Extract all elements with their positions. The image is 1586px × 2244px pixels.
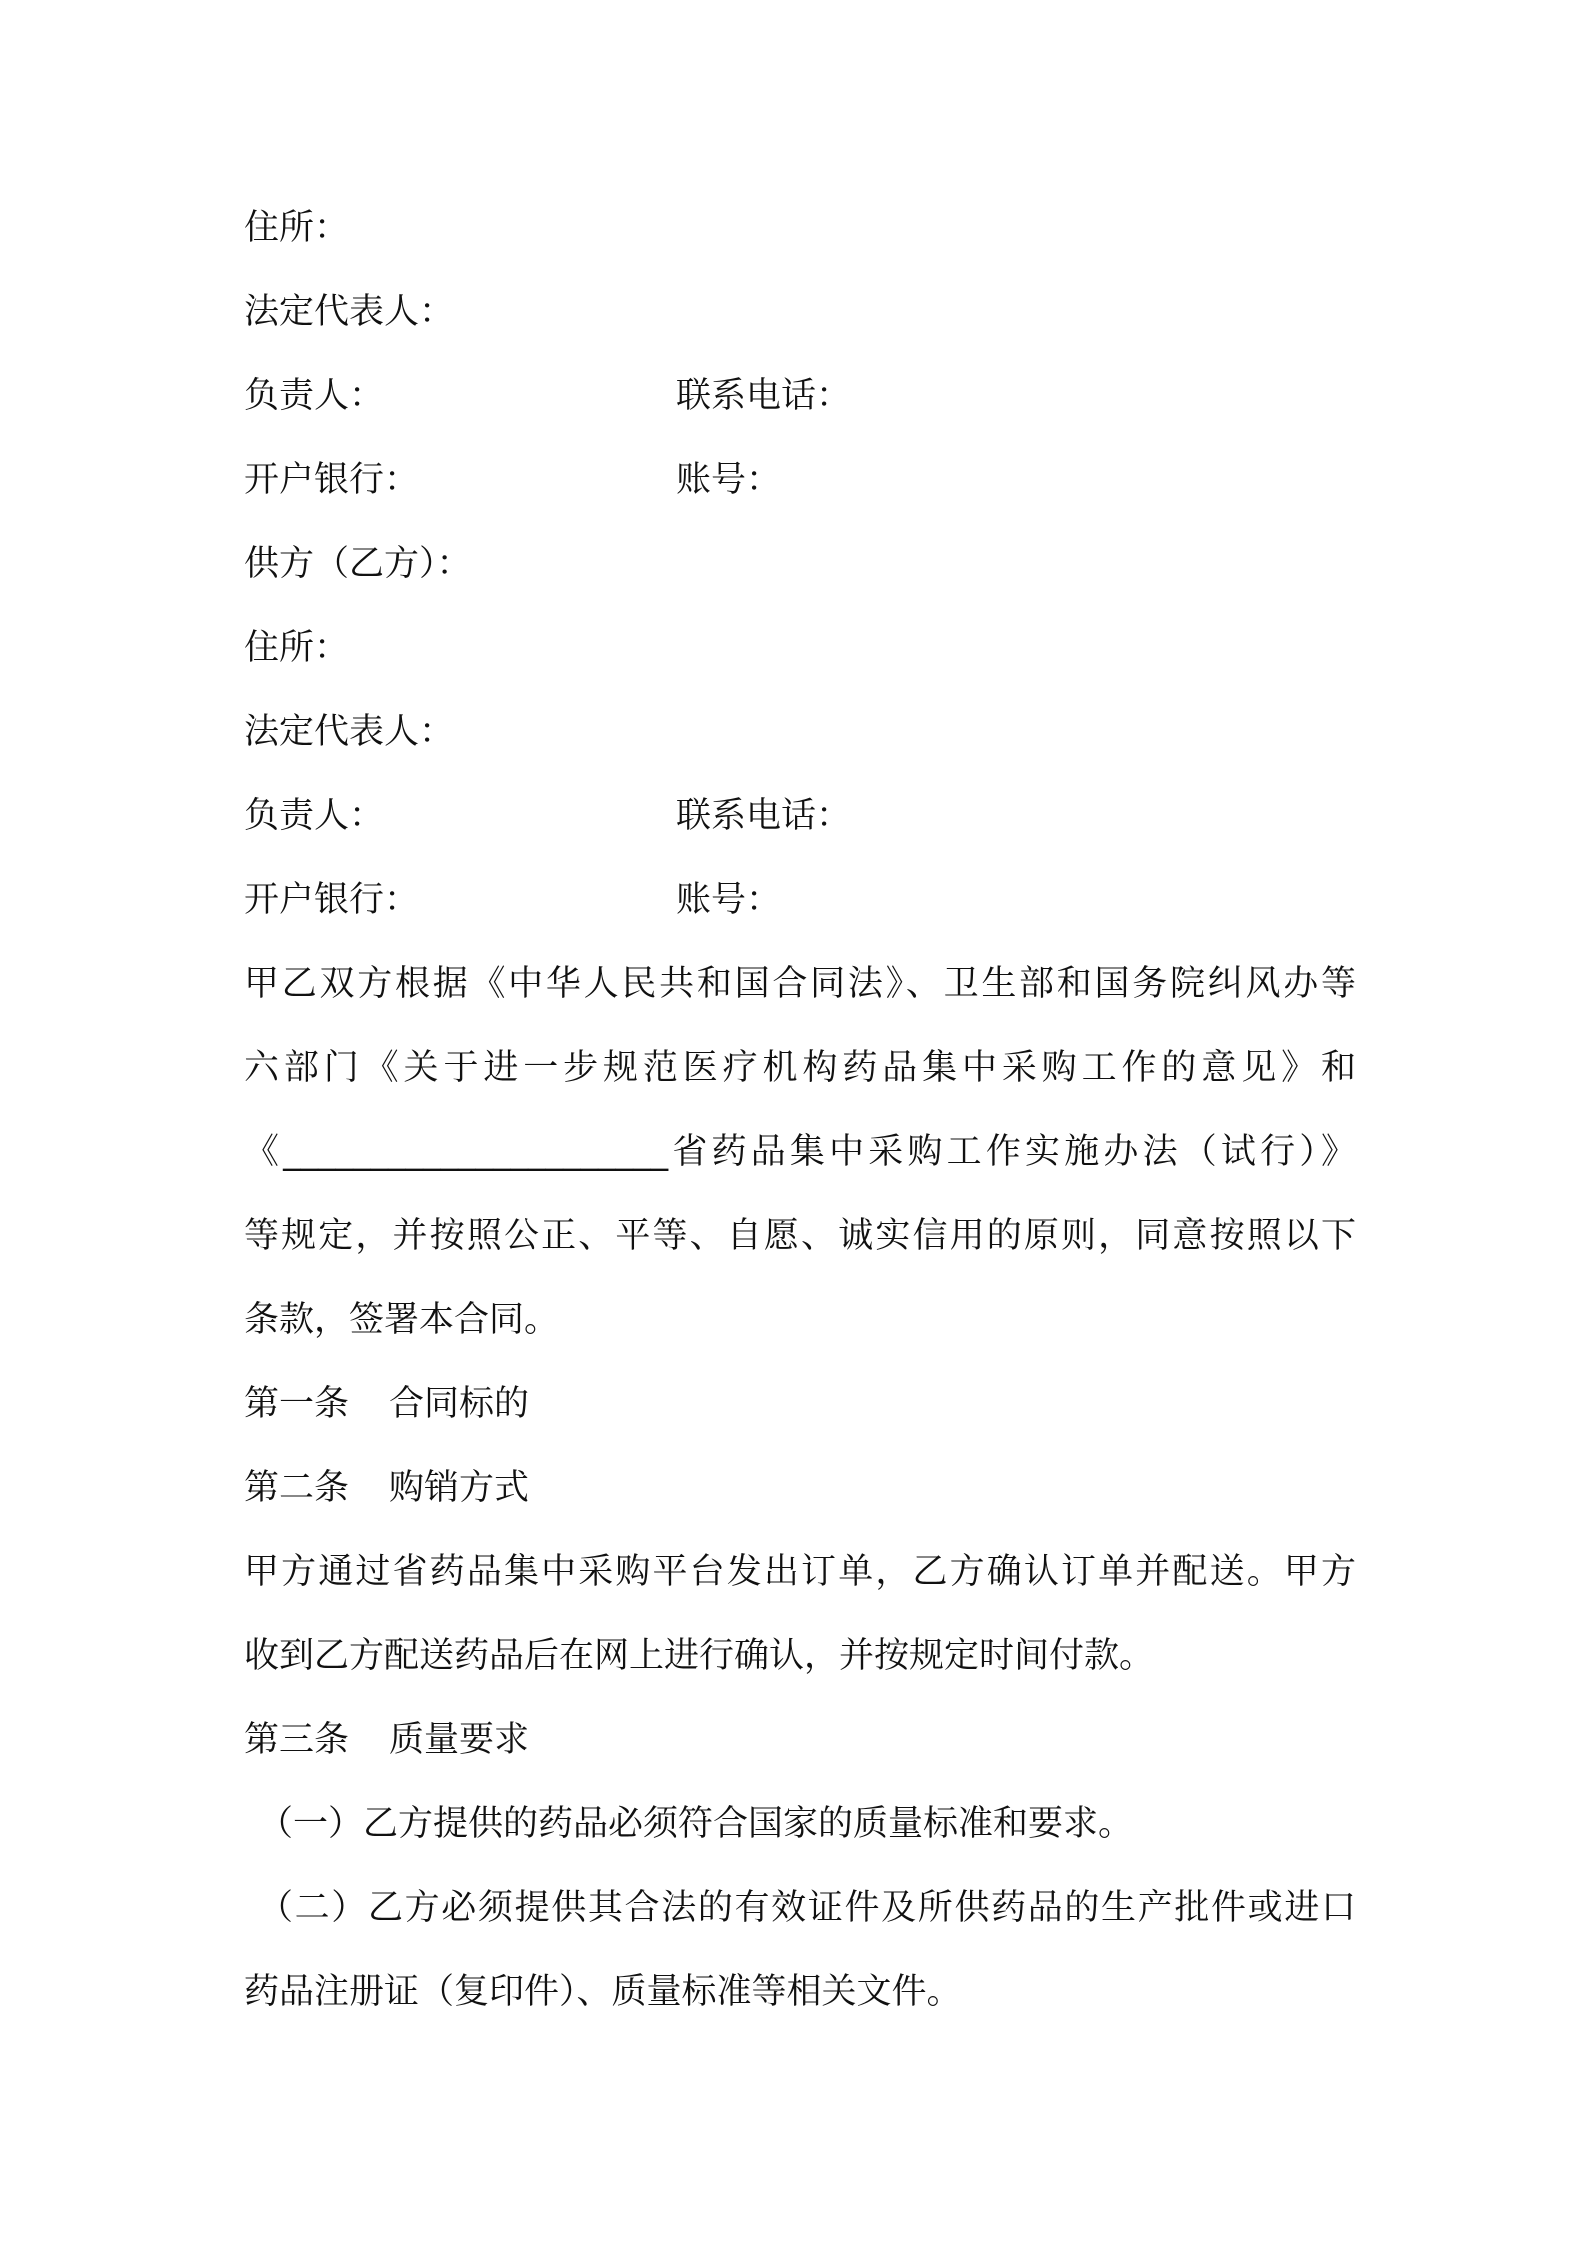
supplier-bank-row <box>244 876 782 924</box>
buyer-phone-label: 联系电话： <box>676 376 852 416</box>
preamble-line: 甲乙双方根据《中华人民共和国合同法》、卫生部和国务院纠风办等 <box>244 964 1356 1004</box>
preamble-line: 等规定，并按照公正、平等、自愿、诚实信用的原则，同意按照以下 <box>244 1216 1356 1256</box>
buyer-legal-rep-label: 法定代表人： <box>244 292 455 332</box>
buyer-bank-label: 开户银行： <box>244 460 420 500</box>
article-number: 第三条 <box>244 1720 350 1760</box>
supplier-title: 供方（乙方）： <box>244 544 472 584</box>
buyer-contact-row <box>244 372 852 420</box>
supplier-account-label: 账号： <box>676 880 782 920</box>
article-2-body-line: 甲方通过省药品集中采购平台发出订单，乙方确认订单并配送。甲方 <box>244 1552 1356 1592</box>
article-3-item-2-line: （二）乙方必须提供其合法的有效证件及所供药品的生产批件或进口 <box>258 1888 1356 1928</box>
supplier-responsible-label: 负责人： <box>244 796 385 836</box>
buyer-responsible-label: 负责人： <box>244 376 385 416</box>
article-title: 质量要求 <box>389 1720 530 1760</box>
preamble-line: 六部门《关于进一步规范医疗机构药品集中采购工作的意见》和 <box>244 1048 1356 1088</box>
article-3-item-2-line: 药品注册证（复印件）、质量标准等相关文件。 <box>244 1972 962 2012</box>
article-title: 合同标的 <box>389 1384 530 1424</box>
supplier-phone-label: 联系电话： <box>676 796 852 836</box>
supplier-legal-rep-label: 法定代表人： <box>244 712 455 752</box>
article-3-heading <box>244 1716 529 1764</box>
supplier-address-label: 住所： <box>244 628 350 668</box>
supplier-contact-row <box>244 792 852 840</box>
article-3-item-1: （一）乙方提供的药品必须符合国家的质量标准和要求。 <box>258 1804 1134 1844</box>
buyer-bank-row <box>244 456 782 504</box>
article-number: 第二条 <box>244 1468 350 1508</box>
article-title: 购销方式 <box>389 1468 530 1508</box>
buyer-account-label: 账号： <box>676 460 782 500</box>
preamble-line: 《______________________省药品集中采购工作实施办法（试行）》 <box>244 1132 1356 1172</box>
article-number: 第一条 <box>244 1384 350 1424</box>
article-2-body-line: 收到乙方配送药品后在网上进行确认，并按规定时间付款。 <box>244 1636 1155 1676</box>
article-2-heading <box>244 1464 529 1512</box>
preamble-line: 条款，签署本合同。 <box>244 1300 560 1340</box>
article-1-heading <box>244 1380 529 1428</box>
buyer-address-label: 住所： <box>244 208 350 248</box>
supplier-bank-label: 开户银行： <box>244 880 420 920</box>
